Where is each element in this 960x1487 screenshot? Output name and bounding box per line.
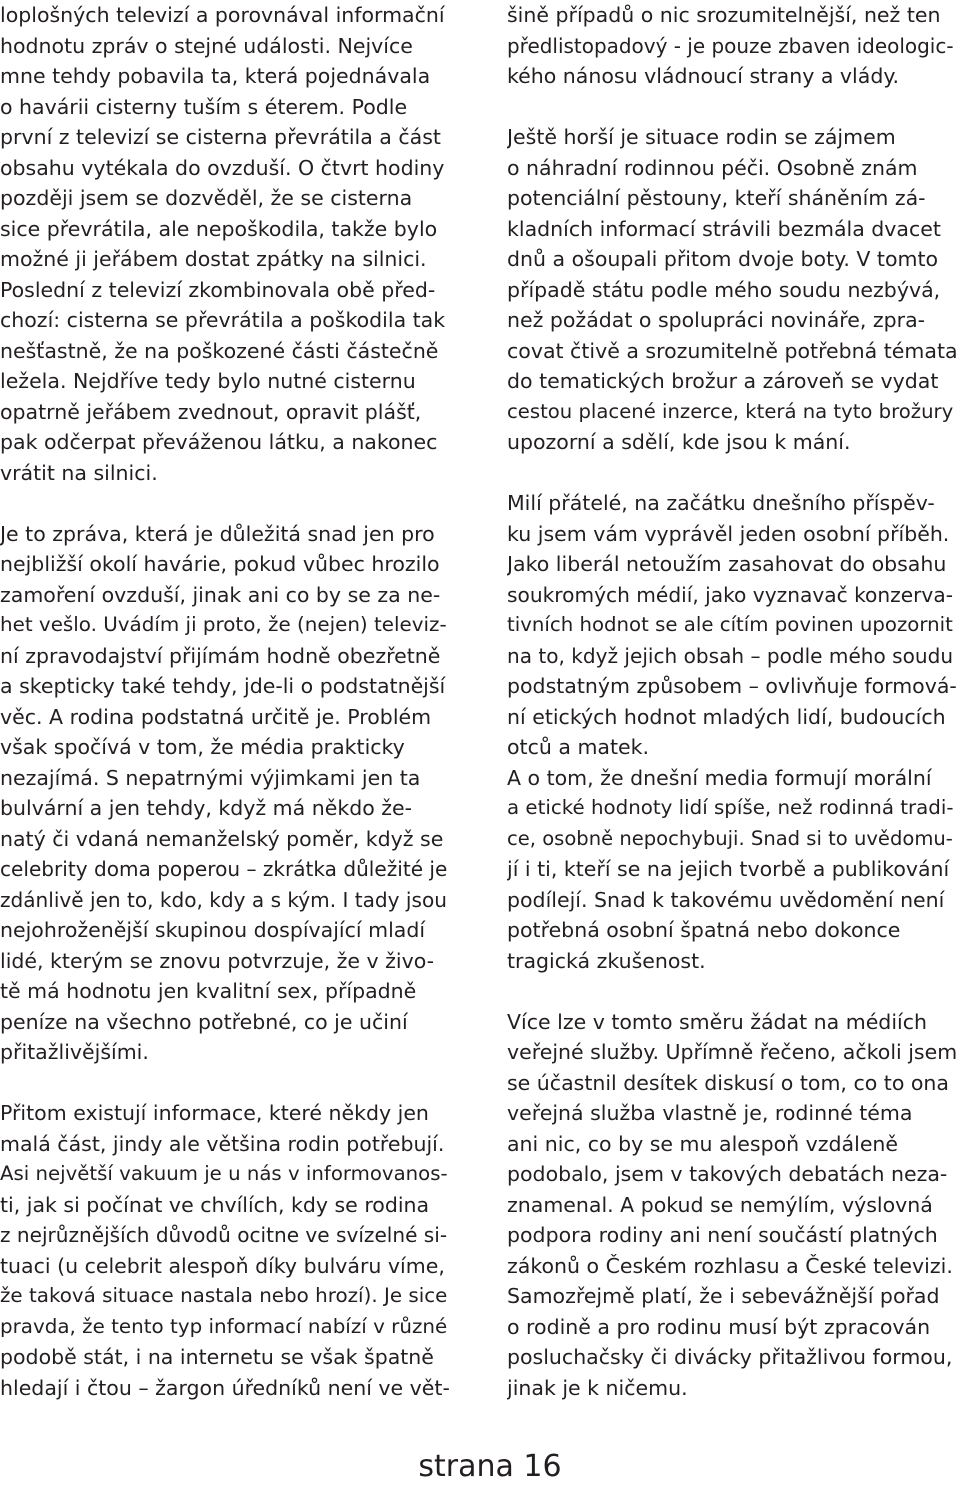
text-line: podílejí. Snad k takovému uvědomění není xyxy=(507,887,945,912)
text-line: předlistopadový - je pouze zbaven ideologic- xyxy=(507,33,954,58)
text-line: cestou placené inzerce, která na tyto brožury xyxy=(507,399,954,423)
text-line: zdánlivě jen to, kdo, kdy a s kým. I tady jsou xyxy=(0,887,447,912)
text-line: lidé, kterým se znovu potvrzuje, že v živo- xyxy=(0,948,435,973)
text-line: veřejná služba vlastně je, rodinné téma xyxy=(507,1101,913,1125)
text-line: Samozřejmě platí, že i sebevážnější pořad xyxy=(507,1284,940,1308)
text-line: přitažlivějšími. xyxy=(0,1040,149,1064)
text-line: ti, jak si počínat ve chvílích, kdy se rodina xyxy=(0,1192,430,1217)
text-line: otců a matek. xyxy=(507,735,650,759)
text-line: tragická zkušenost. xyxy=(507,948,706,973)
text-line: Je to zpráva, která je důležitá snad jen pro xyxy=(0,521,435,546)
text-line: posluchačsky či divácky přitažlivou formou, xyxy=(507,1345,953,1369)
text-line: ku jsem vám vyprávěl jeden osobní příběh. xyxy=(507,521,950,546)
text-line: mne tehdy pobavila ta, která pojednávala xyxy=(0,64,431,88)
text-line: podobalo, jsem v takových debatách neza- xyxy=(507,1162,948,1186)
text-line: obsahu vytékala do ovzduší. O čtvrt hodiny xyxy=(0,155,445,180)
text-line: z nejrůznějších důvodů ocitne ve svízelné si- xyxy=(0,1223,448,1247)
text-line: upozorní a sdělí, kde jsou k mání. xyxy=(507,430,851,454)
text-line: natý či vdaná nemanželský poměr, když se xyxy=(0,826,444,851)
text-line: a etické hodnoty lidí spíše, než rodinná tradi- xyxy=(507,796,954,819)
text-line: Více lze v tomto směru žádat na médiích xyxy=(507,1009,927,1034)
text-line: veřejné služby. Upřímně řečeno, ačkoli jsem xyxy=(507,1040,958,1064)
text-line: pak odčerpat převáženou látku, a nakonec xyxy=(0,430,438,454)
text-line: první z televizí se cisterna převrátila a část xyxy=(0,125,441,149)
text-line: tivních hodnot se ale cítím povinen upozornit xyxy=(507,613,953,636)
text-line: ní zpravodajství přijímám hodně obezřetně xyxy=(0,643,441,668)
text-line: ce, osobně nepochybuji. Snad si to uvědomu- xyxy=(507,826,953,850)
text-line: Poslední z televizí zkombinovala obě před- xyxy=(0,277,436,302)
text-line: nejbližší okolí havárie, pokud vůbec hrozilo xyxy=(0,552,440,576)
text-line: Milí přátelé, na začátku dnešního příspěv- xyxy=(507,491,935,515)
text-line: šině případů o nic srozumitelnější, než ten xyxy=(507,3,941,27)
paragraph-gap xyxy=(507,976,958,1007)
text-line: jí i ti, kteří se na jejich tvorbě a publikování xyxy=(507,857,950,881)
text-line: soukromých médií, jako vyznavač konzerva- xyxy=(507,582,953,607)
text-line: malá část, jindy ale většina rodin potřebují. xyxy=(0,1131,445,1156)
text-line: peníze na všechno potřebné, co je učiní xyxy=(0,1009,408,1034)
text-line: covat čtivě a srozumitelně potřebná témata xyxy=(507,338,958,363)
text-line: hledají i čtou – žargon úředníků není ve vět- xyxy=(0,1375,450,1400)
text-line: Jako liberál netoužím zasahovat do obsahu xyxy=(507,552,947,576)
text-line: ní etických hodnot mladých lidí, budoucích xyxy=(507,704,946,729)
text-line: případě státu podle mého soudu nezbývá, xyxy=(507,277,941,302)
text-line: het vešlo. Uvádím ji proto, že (nejen) televiz- xyxy=(0,613,447,636)
paragraph-gap xyxy=(0,488,452,519)
text-line: Ještě horší je situace rodin se zájmem xyxy=(507,125,896,149)
text-line: podstatným způsobem – ovlivňuje formová- xyxy=(507,674,957,698)
text-line: dnů a ošoupali přitom dvoje boty. V tomto xyxy=(507,247,939,271)
text-line: kladních informací strávili bezmála dvacet xyxy=(507,216,941,241)
text-line: opatrně jeřábem zvednout, opravit plášť, xyxy=(0,399,422,424)
text-line: než požádat o spolupráci novináře, zpra- xyxy=(507,308,926,332)
text-line: hodnotu zpráv o stejné události. Nejvíce xyxy=(0,33,413,58)
text-line: možné ji jeřábem dostat zpátky na silnici. xyxy=(0,247,427,271)
text-line: znamenal. A pokud se nemýlím, výslovná xyxy=(507,1192,933,1217)
text-line: loplošných televizí a porovnával informační xyxy=(0,3,445,27)
text-line: bulvární a jen tehdy, když má někdo že- xyxy=(0,796,413,820)
text-line: věc. A rodina podstatná určitě je. Problém xyxy=(0,704,432,729)
text-line: A o tom, že dnešní media formují morální xyxy=(507,765,932,790)
text-line: zákonů o Českém rozhlasu a České televizi. xyxy=(507,1253,953,1278)
right-text-column xyxy=(507,0,958,1403)
text-line: nešťastně, že na poškozené části částečně xyxy=(0,338,439,363)
text-line: potřebná osobní špatná nebo dokonce xyxy=(507,918,901,942)
text-line: celebrity doma poperou – zkrátka důležité je xyxy=(0,857,448,881)
text-line: a skepticky také tehdy, jde-li o podstatnější xyxy=(0,674,446,698)
page-number: strana 16 xyxy=(418,1449,562,1484)
text-line: zamoření ovzduší, jinak ani co by se za ne- xyxy=(0,582,441,607)
text-line: tuaci (u celebrit alespoň díky bulváru víme, xyxy=(0,1253,445,1278)
text-line: chozí: cisterna se převrátila a poškodila tak xyxy=(0,308,446,332)
text-line: potenciální pěstouny, kteří sháněním zá- xyxy=(507,186,926,210)
text-line: vrátit na silnici. xyxy=(0,460,158,485)
text-line: ležela. Nejdříve tedy bylo nutné cisternu xyxy=(0,369,416,393)
text-line: však spočívá v tom, že média prakticky xyxy=(0,735,405,759)
text-line: podpora rodiny ani není součástí platných xyxy=(507,1223,938,1247)
text-line: podobě stát, i na internetu se však špatně xyxy=(0,1345,434,1369)
left-text-column xyxy=(0,0,452,1403)
text-line: se účastnil desítek diskusí o tom, co to ona xyxy=(507,1070,949,1095)
paragraph-gap xyxy=(507,92,958,123)
text-line: o náhradní rodinnou péči. Osobně znám xyxy=(507,155,918,180)
text-line: ani nic, co by se mu alespoň vzdáleně xyxy=(507,1131,899,1156)
text-line: do tematických brožur a zároveň se vydat xyxy=(507,369,939,393)
text-line: o havárii cisterny tuším s éterem. Podle xyxy=(0,94,408,119)
text-line: kého nánosu vládnoucí strany a vlády. xyxy=(507,64,900,88)
text-line: později jsem se dozvěděl, že se cisterna xyxy=(0,186,413,210)
text-line: nejohroženější skupinou dospívající mladí xyxy=(0,918,426,942)
text-line: Přitom existují informace, které někdy jen xyxy=(0,1101,429,1125)
text-line: o rodině a pro rodinu musí být zpracován xyxy=(507,1314,931,1339)
text-line: jinak je k ničemu. xyxy=(507,1375,688,1400)
paragraph-gap xyxy=(507,458,958,489)
text-line: nezajímá. S nepatrnými výjimkami jen ta xyxy=(0,765,421,790)
text-line: že taková situace nastala nebo hrozí). Je sice xyxy=(0,1284,448,1307)
text-line: pravda, že tento typ informací nabízí v různé xyxy=(0,1314,448,1338)
text-line: Asi největší vakuum je u nás v informovanos- xyxy=(0,1162,448,1185)
text-line: na to, když jejich obsah – podle mého soudu xyxy=(507,643,954,668)
text-line: sice převrátila, ale nepoškodila, takže bylo xyxy=(0,216,438,241)
paragraph-gap xyxy=(0,1068,452,1099)
text-line: tě má hodnotu jen kvalitní sex, případně xyxy=(0,979,417,1003)
